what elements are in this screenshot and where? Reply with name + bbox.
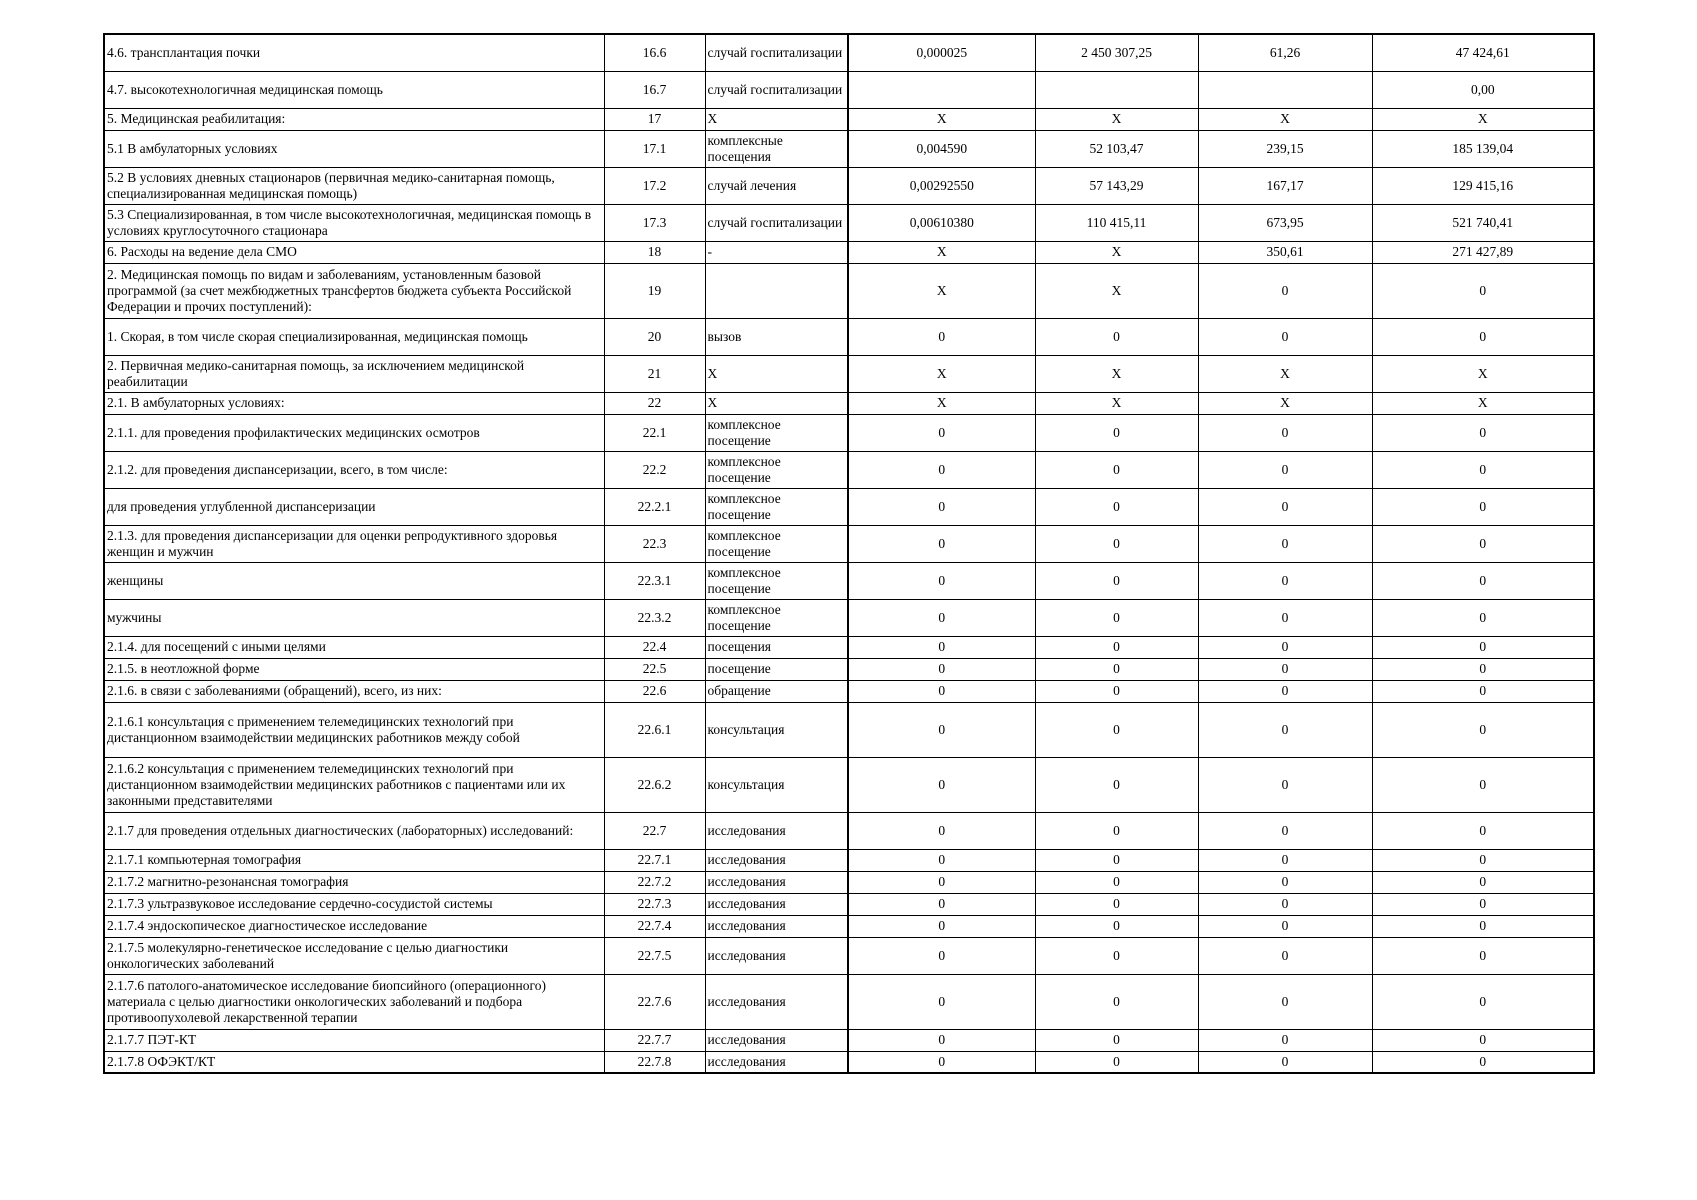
table-row: [104, 702, 1594, 757]
indicator-name-cell: мужчины: [104, 599, 604, 636]
indicator-name-cell: 2.1.7 для проведения отдельных диагностических (лабораторных) исследований:: [104, 812, 604, 849]
row-code-cell: 22.2: [604, 451, 705, 488]
volume-norm-cell: Х: [848, 355, 1035, 392]
indicator-name-cell: 2.1.3. для проведения диспансеризации для оценки репродуктивного здоровья женщин и мужчин: [104, 525, 604, 562]
volume-norm-cell: 0: [848, 599, 1035, 636]
volume-norm-cell: 0: [848, 915, 1035, 937]
row-code-cell: 22.3.2: [604, 599, 705, 636]
indicator-name-cell: 2.1.6. в связи с заболеваниями (обращений), всего, из них:: [104, 680, 604, 702]
cost-norm-cell: 110 415,11: [1035, 204, 1198, 241]
indicator-name-cell: 2.1.2. для проведения диспансеризации, всего, в том числе:: [104, 451, 604, 488]
cost-norm-cell: 0: [1035, 451, 1198, 488]
indicator-name-cell: 2.1.6.1 консультация с применением телемедицинских технологий при дистанционном взаимодействии медицинских работников между собой: [104, 702, 604, 757]
indicator-name-cell: 2.1.6.2 консультация с применением телемедицинских технологий при дистанционном взаимодействии медицинских работников с пациентами или их законными представителями: [104, 757, 604, 812]
row-code-cell: 17: [604, 108, 705, 130]
indicator-name-cell: 2.1.1. для проведения профилактических медицинских осмотров: [104, 414, 604, 451]
table-row: [104, 915, 1594, 937]
amount-cell: 0: [1372, 915, 1594, 937]
cost-norm-cell: 0: [1035, 488, 1198, 525]
volume-norm-cell: 0: [848, 680, 1035, 702]
amount-cell: Х: [1372, 392, 1594, 414]
per-capita-norm-cell: 0: [1198, 937, 1372, 974]
cost-norm-cell: [1035, 71, 1198, 108]
cost-norm-cell: 57 143,29: [1035, 167, 1198, 204]
indicator-name-cell: 2. Медицинская помощь по видам и заболеваниям, установленным базовой программой (за счет межбюджетных трансфертов бюджета субъекта Российской Федерации и прочих поступлений):: [104, 263, 604, 318]
indicator-name-cell: 2.1.7.7 ПЭТ-КТ: [104, 1029, 604, 1051]
cost-norm-cell: 52 103,47: [1035, 130, 1198, 167]
per-capita-norm-cell: 350,61: [1198, 241, 1372, 263]
indicator-name-cell: 4.7. высокотехнологичная медицинская помощь: [104, 71, 604, 108]
amount-cell: 0: [1372, 871, 1594, 893]
cost-norm-cell: Х: [1035, 241, 1198, 263]
unit-cell: комплексное посещение: [705, 599, 848, 636]
unit-cell: комплексное посещение: [705, 414, 848, 451]
table-row: [104, 599, 1594, 636]
indicator-name-cell: 2.1.7.2 магнитно-резонансная томография: [104, 871, 604, 893]
row-code-cell: 22.6.1: [604, 702, 705, 757]
row-code-cell: 22.3.1: [604, 562, 705, 599]
volume-norm-cell: 0: [848, 451, 1035, 488]
row-code-cell: 22.7.6: [604, 974, 705, 1029]
row-code-cell: 19: [604, 263, 705, 318]
indicator-name-cell: 1. Скорая, в том числе скорая специализированная, медицинская помощь: [104, 318, 604, 355]
table-row: [104, 871, 1594, 893]
cost-norm-cell: 0: [1035, 757, 1198, 812]
table-row: [104, 204, 1594, 241]
table-row: [104, 1029, 1594, 1051]
table-row: [104, 893, 1594, 915]
row-code-cell: 22.7.1: [604, 849, 705, 871]
unit-cell: консультация: [705, 702, 848, 757]
per-capita-norm-cell: Х: [1198, 392, 1372, 414]
per-capita-norm-cell: 0: [1198, 893, 1372, 915]
amount-cell: 47 424,61: [1372, 34, 1594, 71]
row-code-cell: 22.4: [604, 636, 705, 658]
amount-cell: 129 415,16: [1372, 167, 1594, 204]
volume-norm-cell: 0,00610380: [848, 204, 1035, 241]
unit-cell: консультация: [705, 757, 848, 812]
table-row: [104, 167, 1594, 204]
unit-cell: комплексные посещения: [705, 130, 848, 167]
volume-norm-cell: Х: [848, 241, 1035, 263]
cost-norm-cell: 0: [1035, 636, 1198, 658]
unit-cell: исследования: [705, 1029, 848, 1051]
unit-cell: исследования: [705, 915, 848, 937]
indicator-name-cell: 5. Медицинская реабилитация:: [104, 108, 604, 130]
row-code-cell: 18: [604, 241, 705, 263]
volume-norm-cell: 0: [848, 414, 1035, 451]
cost-norm-cell: Х: [1035, 263, 1198, 318]
volume-norm-cell: 0,000025: [848, 34, 1035, 71]
unit-cell: исследования: [705, 849, 848, 871]
indicator-name-cell: 2.1.7.8 ОФЭКТ/КТ: [104, 1051, 604, 1073]
per-capita-norm-cell: 239,15: [1198, 130, 1372, 167]
table-row: [104, 525, 1594, 562]
row-code-cell: 22.2.1: [604, 488, 705, 525]
per-capita-norm-cell: 0: [1198, 451, 1372, 488]
cost-norm-cell: 0: [1035, 414, 1198, 451]
amount-cell: 0: [1372, 636, 1594, 658]
unit-cell: посещения: [705, 636, 848, 658]
volume-norm-cell: 0: [848, 871, 1035, 893]
indicator-name-cell: 5.2 В условиях дневных стационаров (первичная медико-санитарная помощь, специализированная медицинская помощь): [104, 167, 604, 204]
volume-norm-cell: 0,004590: [848, 130, 1035, 167]
table-body: [104, 34, 1594, 1073]
volume-norm-cell: 0: [848, 636, 1035, 658]
volume-norm-cell: 0: [848, 974, 1035, 1029]
table-row: [104, 34, 1594, 71]
indicator-name-cell: 2.1.7.6 патолого-анатомическое исследование биопсийного (операционного) материала с целью диагностики онкологических заболеваний и подбора противоопухолевой лекарственной терапии: [104, 974, 604, 1029]
amount-cell: 0: [1372, 488, 1594, 525]
indicator-name-cell: 2.1.7.1 компьютерная томография: [104, 849, 604, 871]
cost-norm-cell: 0: [1035, 1029, 1198, 1051]
cost-norm-cell: Х: [1035, 392, 1198, 414]
amount-cell: 521 740,41: [1372, 204, 1594, 241]
cost-norm-cell: 0: [1035, 974, 1198, 1029]
per-capita-norm-cell: 0: [1198, 658, 1372, 680]
per-capita-norm-cell: 673,95: [1198, 204, 1372, 241]
indicator-name-cell: 4.6. трансплантация почки: [104, 34, 604, 71]
table-row: [104, 392, 1594, 414]
unit-cell: исследования: [705, 974, 848, 1029]
table-row: [104, 451, 1594, 488]
per-capita-norm-cell: 0: [1198, 318, 1372, 355]
cost-norm-cell: 0: [1035, 937, 1198, 974]
amount-cell: 0: [1372, 893, 1594, 915]
table-row: [104, 636, 1594, 658]
amount-cell: 0: [1372, 812, 1594, 849]
table-row: [104, 108, 1594, 130]
unit-cell: исследования: [705, 937, 848, 974]
per-capita-norm-cell: 0: [1198, 849, 1372, 871]
per-capita-norm-cell: 0: [1198, 974, 1372, 1029]
table-row: [104, 658, 1594, 680]
unit-cell: обращение: [705, 680, 848, 702]
cost-norm-cell: Х: [1035, 355, 1198, 392]
volume-norm-cell: 0: [848, 1051, 1035, 1073]
per-capita-norm-cell: 0: [1198, 414, 1372, 451]
cost-norm-cell: 0: [1035, 1051, 1198, 1073]
volume-norm-cell: 0: [848, 757, 1035, 812]
cost-norm-cell: 0: [1035, 915, 1198, 937]
per-capita-norm-cell: 0: [1198, 680, 1372, 702]
unit-cell: комплексное посещение: [705, 488, 848, 525]
table-row: [104, 241, 1594, 263]
volume-norm-cell: 0: [848, 318, 1035, 355]
row-code-cell: 22.7.8: [604, 1051, 705, 1073]
volume-norm-cell: 0: [848, 562, 1035, 599]
row-code-cell: 22: [604, 392, 705, 414]
per-capita-norm-cell: 0: [1198, 599, 1372, 636]
cost-norm-cell: 0: [1035, 318, 1198, 355]
unit-cell: исследования: [705, 871, 848, 893]
volume-norm-cell: 0: [848, 1029, 1035, 1051]
volume-norm-cell: 0,00292550: [848, 167, 1035, 204]
per-capita-norm-cell: Х: [1198, 108, 1372, 130]
table-row: [104, 562, 1594, 599]
table-row: [104, 130, 1594, 167]
amount-cell: 0: [1372, 263, 1594, 318]
table-row: [104, 318, 1594, 355]
row-code-cell: 17.1: [604, 130, 705, 167]
unit-cell: исследования: [705, 812, 848, 849]
table-row: [104, 71, 1594, 108]
per-capita-norm-cell: 0: [1198, 702, 1372, 757]
cost-norm-cell: 2 450 307,25: [1035, 34, 1198, 71]
cost-norm-cell: 0: [1035, 599, 1198, 636]
unit-cell: комплексное посещение: [705, 525, 848, 562]
volume-norm-cell: Х: [848, 263, 1035, 318]
table-row: [104, 974, 1594, 1029]
amount-cell: Х: [1372, 108, 1594, 130]
volume-norm-cell: 0: [848, 812, 1035, 849]
cost-norm-cell: 0: [1035, 562, 1198, 599]
unit-cell: исследования: [705, 893, 848, 915]
row-code-cell: 17.3: [604, 204, 705, 241]
table-row: [104, 355, 1594, 392]
amount-cell: Х: [1372, 355, 1594, 392]
cost-norm-cell: 0: [1035, 680, 1198, 702]
row-code-cell: 22.6: [604, 680, 705, 702]
per-capita-norm-cell: Х: [1198, 355, 1372, 392]
amount-cell: 0: [1372, 599, 1594, 636]
indicator-name-cell: 2.1.7.3 ультразвуковое исследование сердечно-сосудистой системы: [104, 893, 604, 915]
cost-norm-cell: 0: [1035, 525, 1198, 562]
row-code-cell: 22.7: [604, 812, 705, 849]
indicator-name-cell: 5.1 В амбулаторных условиях: [104, 130, 604, 167]
per-capita-norm-cell: 0: [1198, 1051, 1372, 1073]
unit-cell: [705, 263, 848, 318]
row-code-cell: 22.7.5: [604, 937, 705, 974]
per-capita-norm-cell: 0: [1198, 915, 1372, 937]
unit-cell: случай госпитализации: [705, 34, 848, 71]
unit-cell: комплексное посещение: [705, 562, 848, 599]
row-code-cell: 22.7.3: [604, 893, 705, 915]
amount-cell: 0: [1372, 658, 1594, 680]
unit-cell: Х: [705, 392, 848, 414]
volume-norm-cell: 0: [848, 937, 1035, 974]
per-capita-norm-cell: 0: [1198, 812, 1372, 849]
per-capita-norm-cell: 61,26: [1198, 34, 1372, 71]
cost-norm-cell: Х: [1035, 108, 1198, 130]
row-code-cell: 22.7.2: [604, 871, 705, 893]
cost-norm-cell: 0: [1035, 849, 1198, 871]
table-row: [104, 263, 1594, 318]
table-row: [104, 488, 1594, 525]
volume-norm-cell: 0: [848, 525, 1035, 562]
financing-table: [103, 33, 1595, 1074]
indicator-name-cell: женщины: [104, 562, 604, 599]
indicator-name-cell: 2.1.5. в неотложной форме: [104, 658, 604, 680]
amount-cell: 185 139,04: [1372, 130, 1594, 167]
row-code-cell: 21: [604, 355, 705, 392]
unit-cell: Х: [705, 108, 848, 130]
amount-cell: 0: [1372, 562, 1594, 599]
unit-cell: случай лечения: [705, 167, 848, 204]
volume-norm-cell: 0: [848, 488, 1035, 525]
table-row: [104, 414, 1594, 451]
volume-norm-cell: Х: [848, 108, 1035, 130]
table-row: [104, 757, 1594, 812]
volume-norm-cell: Х: [848, 392, 1035, 414]
unit-cell: комплексное посещение: [705, 451, 848, 488]
table-row: [104, 937, 1594, 974]
per-capita-norm-cell: 0: [1198, 562, 1372, 599]
unit-cell: случай госпитализации: [705, 71, 848, 108]
unit-cell: случай госпитализации: [705, 204, 848, 241]
cost-norm-cell: 0: [1035, 893, 1198, 915]
unit-cell: исследования: [705, 1051, 848, 1073]
amount-cell: 0: [1372, 1029, 1594, 1051]
amount-cell: 0: [1372, 757, 1594, 812]
row-code-cell: 17.2: [604, 167, 705, 204]
row-code-cell: 16.7: [604, 71, 705, 108]
row-code-cell: 22.5: [604, 658, 705, 680]
cost-norm-cell: 0: [1035, 812, 1198, 849]
row-code-cell: 22.7.4: [604, 915, 705, 937]
unit-cell: -: [705, 241, 848, 263]
unit-cell: посещение: [705, 658, 848, 680]
volume-norm-cell: [848, 71, 1035, 108]
per-capita-norm-cell: 0: [1198, 263, 1372, 318]
unit-cell: вызов: [705, 318, 848, 355]
table-row: [104, 812, 1594, 849]
per-capita-norm-cell: [1198, 71, 1372, 108]
amount-cell: 0: [1372, 680, 1594, 702]
table-row: [104, 1051, 1594, 1073]
row-code-cell: 22.1: [604, 414, 705, 451]
indicator-name-cell: 2.1.7.5 молекулярно-генетическое исследование с целью диагностики онкологических заболеваний: [104, 937, 604, 974]
amount-cell: 0: [1372, 702, 1594, 757]
table-row: [104, 680, 1594, 702]
volume-norm-cell: 0: [848, 702, 1035, 757]
indicator-name-cell: для проведения углубленной диспансеризации: [104, 488, 604, 525]
amount-cell: 0,00: [1372, 71, 1594, 108]
amount-cell: 0: [1372, 318, 1594, 355]
per-capita-norm-cell: 0: [1198, 636, 1372, 658]
row-code-cell: 20: [604, 318, 705, 355]
indicator-name-cell: 6. Расходы на ведение дела СМО: [104, 241, 604, 263]
volume-norm-cell: 0: [848, 658, 1035, 680]
per-capita-norm-cell: 167,17: [1198, 167, 1372, 204]
amount-cell: 0: [1372, 974, 1594, 1029]
indicator-name-cell: 2. Первичная медико-санитарная помощь, за исключением медицинской реабилитации: [104, 355, 604, 392]
amount-cell: 0: [1372, 414, 1594, 451]
cost-norm-cell: 0: [1035, 871, 1198, 893]
row-code-cell: 16.6: [604, 34, 705, 71]
indicator-name-cell: 2.1.7.4 эндоскопическое диагностическое исследование: [104, 915, 604, 937]
volume-norm-cell: 0: [848, 849, 1035, 871]
per-capita-norm-cell: 0: [1198, 871, 1372, 893]
cost-norm-cell: 0: [1035, 702, 1198, 757]
cost-norm-cell: 0: [1035, 658, 1198, 680]
amount-cell: 0: [1372, 525, 1594, 562]
volume-norm-cell: 0: [848, 893, 1035, 915]
table-row: [104, 849, 1594, 871]
per-capita-norm-cell: 0: [1198, 757, 1372, 812]
amount-cell: 271 427,89: [1372, 241, 1594, 263]
per-capita-norm-cell: 0: [1198, 525, 1372, 562]
amount-cell: 0: [1372, 937, 1594, 974]
indicator-name-cell: 2.1. В амбулаторных условиях:: [104, 392, 604, 414]
amount-cell: 0: [1372, 1051, 1594, 1073]
row-code-cell: 22.6.2: [604, 757, 705, 812]
amount-cell: 0: [1372, 849, 1594, 871]
indicator-name-cell: 5.3 Специализированная, в том числе высокотехнологичная, медицинская помощь в условиях круглосуточного стационара: [104, 204, 604, 241]
row-code-cell: 22.7.7: [604, 1029, 705, 1051]
row-code-cell: 22.3: [604, 525, 705, 562]
indicator-name-cell: 2.1.4. для посещений с иными целями: [104, 636, 604, 658]
amount-cell: 0: [1372, 451, 1594, 488]
unit-cell: Х: [705, 355, 848, 392]
per-capita-norm-cell: 0: [1198, 1029, 1372, 1051]
per-capita-norm-cell: 0: [1198, 488, 1372, 525]
